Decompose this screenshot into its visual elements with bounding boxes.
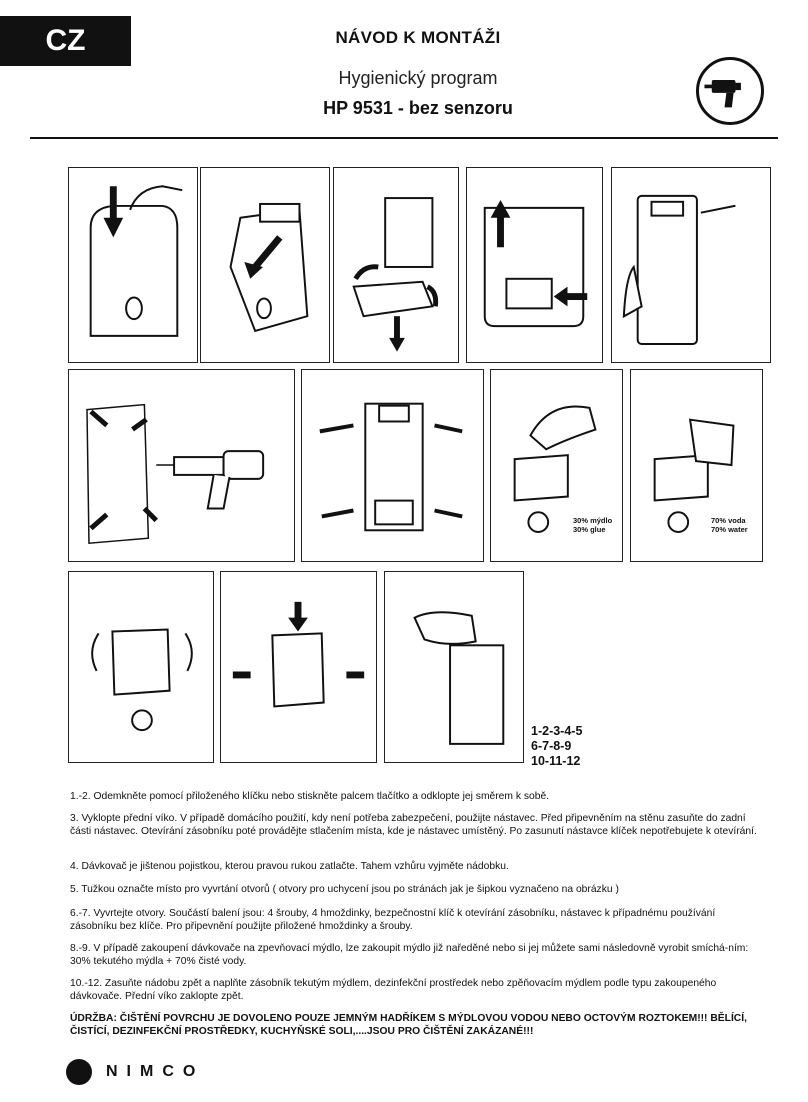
instruction-3: 3. Vyklopte přední víko. V případě domácího použití, kdy není potřeba zabezpečení, použijte nástavec. Před připevněním na stěnu zasuňte do zadní části nástavec. Otevírání zásobníku poté provádějte stlačením místa, kde je nástavec umístěný. Po zasunutí nástavce klíček nepotřebujete k otevírání. — [70, 813, 757, 837]
step-9-illustration — [630, 369, 763, 562]
step-11-illustration — [220, 571, 377, 763]
step-5-illustration — [611, 167, 771, 363]
brand-name: NIMCO — [106, 1063, 205, 1080]
water-ratio-label-en: 70% water — [711, 525, 748, 534]
instruction-4: 4. Dávkovač je jištenou pojistkou, kterou pravou rukou zatlačte. Tahem vzhůru vyjměte nádobku. — [70, 861, 509, 872]
brand-logo-icon — [66, 1059, 92, 1085]
step-4-illustration — [466, 167, 603, 363]
brand-footer — [66, 1059, 204, 1085]
instruction-6-7: 6.-7. Vyvrtejte otvory. Součástí balení jsou: 4 šrouby, 4 hmoždinky, bezpečnostní klíč k otevírání zásobníku, nástavec k případnému používání zásobníku bez klíče. Pro připevnění použijte přiložené hmoždinky a šrouby. — [70, 908, 716, 932]
program-name: Hygienický program — [338, 68, 498, 88]
product-name: HP 9531 - bez senzoru — [323, 98, 513, 118]
instruction-1-2: 1.-2. Odemkněte pomocí přiloženého klíčku nebo stiskněte palcem tlačítko a odklopte jej směrem k sobě. — [70, 791, 550, 802]
soap-ratio-label-en: 30% glue — [573, 525, 606, 534]
header-divider — [30, 137, 778, 139]
step-10-illustration — [68, 571, 214, 763]
instruction-5: 5. Tužkou označte místo pro vyvrtání otvorů ( otvory pro uchycení jsou po stránách jak je šipkou vyznačeno na obrázku ) — [70, 884, 619, 895]
step-legend-row: 6-7-8-9 — [531, 739, 572, 753]
soap-ratio-label-cz: 30% mýdlo — [573, 516, 613, 525]
step-legend-row: 10-11-12 — [531, 754, 581, 768]
step-3-illustration — [333, 167, 459, 363]
step-12-illustration — [384, 571, 524, 763]
document-title: NÁVOD K MONTÁŽI — [335, 28, 501, 47]
drill-icon — [696, 57, 764, 125]
instruction-10-12: 10.-12. Zasuňte nádobu zpět a naplňte zásobník tekutým mýdlem, dezinfekční prostředek nebo zpěňovacím mýdlem podle typu zakoupeného dávkovače. Přední víko zaklopte zpět. — [70, 978, 717, 1002]
step-6-illustration — [68, 369, 295, 562]
step-2-illustration — [200, 167, 330, 363]
step-sequence-legend — [531, 724, 582, 769]
water-ratio-label-cz: 70% voda — [711, 516, 746, 525]
step-8-illustration — [490, 369, 623, 562]
step-1-illustration — [68, 167, 198, 363]
step-legend-row: 1-2-3-4-5 — [531, 724, 583, 738]
language-badge: CZ — [0, 16, 131, 66]
maintenance-warning: ÚDRŽBA: ČIŠTĚNÍ POVRCHU JE DOVOLENO POUZE JEMNÝM HADŘÍKEM S MÝDLOVOU VODOU NEBO OCTOVÝM ROZTOKEM!!! BĚLÍCÍ, ČISTÍCÍ, DEZINFEKČNÍ PROSTŘEDKY, KUCHYŇSKÉ SOLI,....JSOU PRO ČIŠTĚNÍ ZAKÁZANÉ!!! — [70, 1013, 747, 1037]
instruction-8-9: 8.-9. V případě zakoupení dávkovače na zpevňovací mýdlo, lze zakoupit mýdlo již naředěné nebo si jej můžete sami následovně vyrobit smíchá-ním: 30% tekutého mýdla + 70% čisté vody. — [70, 943, 749, 967]
step-7-illustration — [301, 369, 484, 562]
